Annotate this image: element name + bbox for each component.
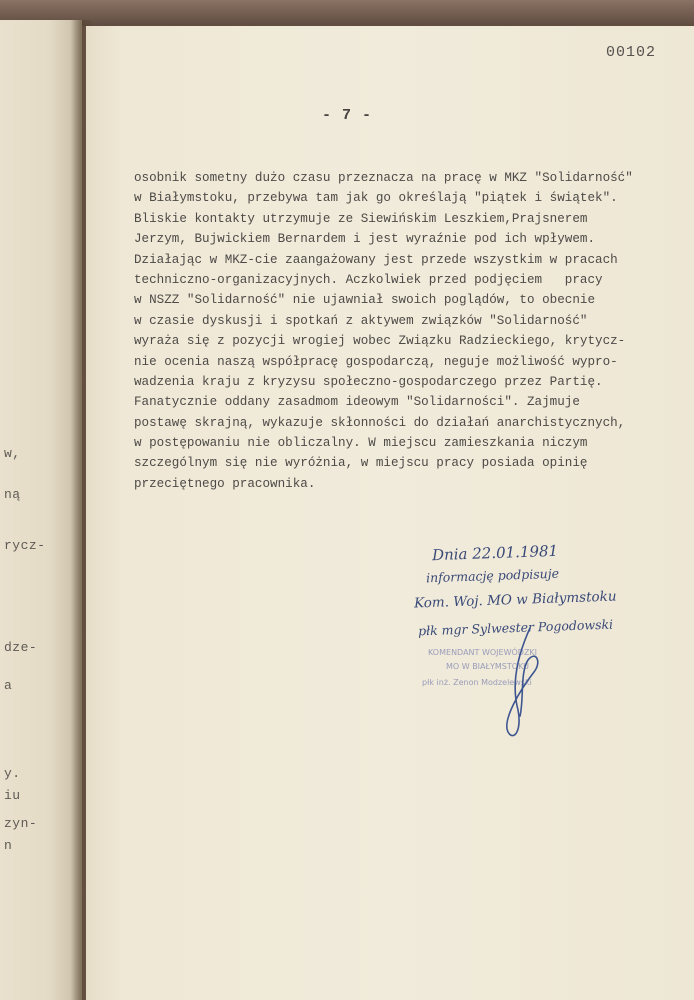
left-fragment: w, [4,446,21,461]
text-line: wyraża się z pozycji wrogiej wobec Związku Radzieckiego, krytycz- [134,334,626,349]
text-line: w postępowaniu nie obliczalny. W miejscu zamieszkania niczym [134,436,588,451]
left-fragment: rycz- [4,538,46,553]
handwritten-line: płk mgr Sylwester Pogodowski [417,616,614,639]
text-line: szczególnym się nie wyróżnia, w miejscu pracy posiada opinię [134,456,588,471]
handwritten-line: Kom. Woj. MO w Białymstoku [413,588,617,612]
left-fragment: n [4,838,13,853]
typewritten-body [134,168,686,494]
left-fragment: iu [4,788,21,803]
stamp-line: KOMENDANT WOJEWÓDZKI [428,648,538,657]
left-fragment: dze- [4,640,38,655]
text-line: w NSZZ "Solidarność" nie ujawniał swoich poglądów, to obecnie [134,293,596,308]
document-number: 00102 [606,44,657,61]
left-fragment: y. [4,766,21,781]
text-line: osobnik sometny dużo czasu przeznacza na pracę w MKZ "Solidarność" [134,171,633,185]
binder-edge [0,0,694,26]
text-line: w czasie dyskusji i spotkań z aktywem związków "Solidarność" [134,313,588,328]
handwritten-date: Dnia 22.01.1981 [431,541,559,565]
left-fragment: ną [4,487,21,502]
page-number: - 7 - [322,107,373,124]
text-line: wadzenia kraju z kryzysu społeczno-gospodarczego przez Partię. [134,374,603,389]
text-line: Bliskie kontakty utrzymuje ze Siewińskim Leszkiem,Prajsnerem [134,211,588,226]
text-line: Działając w MKZ-cie zaangażowany jest przede wszystkim w pracach [134,252,618,267]
text-line: nie ocenia naszą współpracę gospodarczą, neguje możliwość wypro- [134,354,618,369]
stamp-line: MO W BIAŁYMSTOKU [446,662,529,671]
stamp-line: płk inż. Zenon Modzelewski [422,678,532,687]
text-line: Fanatycznie oddany zasadmom ideowym "Solidarności". Zajmuje [134,395,580,410]
left-fragment: a [4,678,13,693]
text-line: w Białymstoku, przebywa tam jak go określają "piątek i świątek". [134,191,618,206]
text-line: przeciętnego pracownika. [134,476,316,491]
text-line: techniczno-organizacyjnych. Aczkolwiek przed podjęciem pracy [134,272,603,287]
signature-scribble [490,620,560,750]
left-fragment: zyn- [4,816,38,831]
text-line: postawę skrajną, wykazuje skłonności do działań anarchistycznych, [134,415,626,430]
text-line: Jerzym, Bujwickiem Bernardem i jest wyraźnie pod ich wpływem. [134,232,596,247]
handwritten-line: informację podpisuje [425,565,560,586]
